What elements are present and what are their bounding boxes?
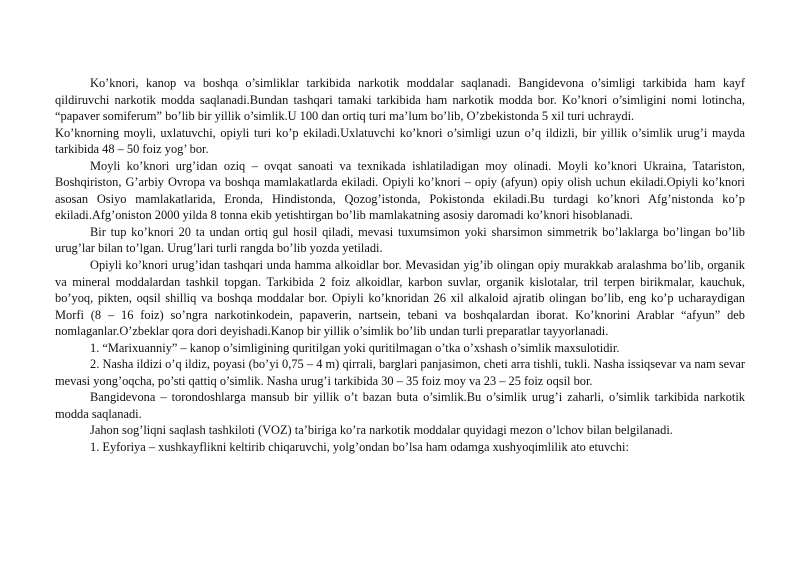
paragraph-poppy-flower: Bir tup ko’knori 20 ta undan ortiq gul hosil qiladi, mevasi tuxumsimon yoki sharsimon simmetrik bo’laklarga bo’lingan bo’lib urug’lar bilan to’lgan. Urug’lari turli rangda bo’lib yozda yetiladi. <box>55 224 745 256</box>
paragraph-poppy-intro: Ko’knori, kanop va boshqa o’simliklar tarkibida narkotik moddalar saqlanadi. Bangidevona o’simligi tarkibida ham kayf qildiruvchi narkotik modda saqlanadi.Bundan tashqari tamaki tarkibida ham narkotik modda bor. Ko’knori o’simligini nomi lotincha, “papaver somiferum” bo’lib bir yillik o’simlik.U 100 dan ortiq turi ma’lum bo’lib, O’zbekistonda 5 xil turi uchraydi. <box>55 76 745 124</box>
paragraph-bangidevona: Bangidevona – torondoshlarga mansub bir yillik o’t bazan buta o’simlik.Bu o’simlik urug’i zaharli, o’simlik tarkibida narkotik modda saqlanadi. <box>55 390 745 421</box>
paragraph-euphoria: 1. Eyforiya – xushkayflikni keltirib chiqaruvchi, yolg’ondan bo’lsa ham odamga xushyoqimlilik ato etuvchi: <box>90 440 629 455</box>
paragraph-oil-poppy: Moyli ko’knori urg’idan oziq – ovqat sanoati va texnikada ishlatiladigan moy olinadi. Moyli ko’knori Ukraina, Tatariston, Boshqiriston, G’arbiy Ovropa va boshqa mamlakatlarda ekiladi. Opiyli ko’knori – opiy (afyun) opiy olish uchun ekiladi.Opiyli ko’knori asosan Osiyo mamlakatlarida, Eronda, Hindistonda, Qozog’istonda, Pokistonda ekiladi.Bu turdagi ko’knori Afg’nistonda ko’p ekiladi.Afg’oniston 2000 yilda 8 tonna ekib yetishtirgan bo’lib mamlakatning asosiy daromadi ko’knori hisoblanadi. <box>55 158 745 223</box>
paragraph-opium-composition: Opiyli ko’knori urug’idan tashqari unda hamma alkoidlar bor. Mevasidan yig’ib olingan opiy murakkab aralashma bo’lib, organik va mineral moddalardan tashkil topgan. Tarkibida 2 foiz alkoidlar, karbon suvlar, organik kislotalar, tril terpen birikmalar, kauchuk, bo’yoq, pikten, oqsil shilliq va boshqa moddalar bor. Opiyli ko’knoridan 26 xil alkaloid ajratib olingan bo’lib, eng ko’p ucharaydigan Morfi (8 – 16 foiz) so’ngra narkotinkodein, papaverin, nartsein, tebani va boshqalardan iborat. Ko’knorini Arablar “afyun” deb nomlaganlar.O’zbeklar qora dori deyishadi.Kanop bir yillik o’simlik bo’lib undan turli preparatlar tayyorlanadi. <box>55 258 745 339</box>
paragraph-who-criteria: Jahon sog’liqni saqlash tashkiloti (VOZ) ta’biriga ko’ra narkotik moddalar quyidagi mezon o’lchov bilan belgilanadi. <box>90 423 673 438</box>
paragraph-marijuana: 1. “Marixuanniy” – kanop o’simligining quritilgan yoki quritilmagan o’tka o’xshash o’simlik maxsulotidir. <box>90 340 620 355</box>
paragraph-hemp: 2. Nasha ildizi o’q ildiz, poyasi (bo’yi 0,75 – 4 m) qirrali, barglari panjasimon, cheti arra tishli, tukli. Nasha issiqsevar va nam sevar mevasi yong’oqcha, po’sti qattiq o’simlik. Nasha urug’i tarkibida 30 – 35 foiz moy va 23 – 25 foiz oqsil bor. <box>55 357 745 388</box>
document-page <box>55 75 745 456</box>
paragraph-poppy-types: Ko’knorning moyli, uxlatuvchi, opiyli turi ko’p ekiladi.Uxlatuvchi ko’knori o’simligi uzun o’q ildizli, bir yillik o’simlik urug’i mayda tarkibida 48 – 50 foiz yog’ bor. <box>55 125 745 157</box>
